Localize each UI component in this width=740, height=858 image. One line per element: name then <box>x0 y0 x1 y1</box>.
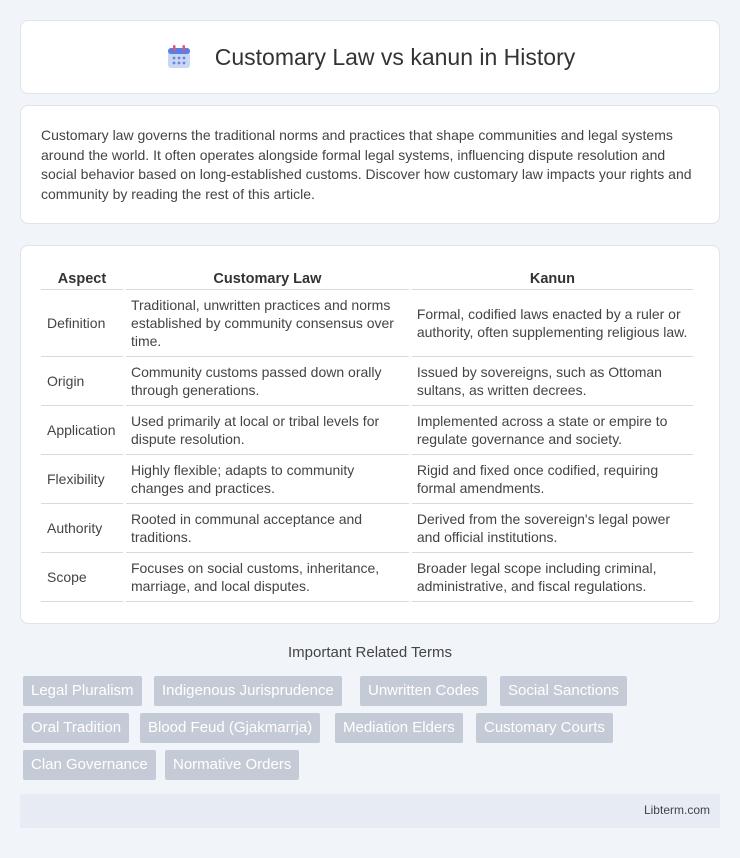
comparison-table-card <box>20 245 720 624</box>
table-row <box>41 406 693 455</box>
kanun-cell: Derived from the sovereign's legal power and official institutions. <box>412 504 693 553</box>
tag-customary-courts[interactable]: Customary Courts <box>476 713 613 743</box>
kanun-cell: Rigid and fixed once codified, requiring formal amendments. <box>412 455 693 504</box>
customary-law-cell: Highly flexible; adapts to community changes and practices. <box>126 455 409 504</box>
table-row <box>41 290 693 357</box>
customary-law-cell: Community customs passed down orally through generations. <box>126 357 409 406</box>
footer <box>20 794 720 828</box>
tag-unwritten-codes[interactable]: Unwritten Codes <box>360 676 487 706</box>
aspect-cell: Scope <box>41 553 123 602</box>
tag-oral-tradition[interactable]: Oral Tradition <box>23 713 129 743</box>
table-row <box>41 504 693 553</box>
tag-mediation-elders[interactable]: Mediation Elders <box>335 713 463 743</box>
tag-indigenous-jurisprudence[interactable]: Indigenous Jurisprudence <box>154 676 342 706</box>
table-header-row <box>41 266 693 290</box>
kanun-cell: Formal, codified laws enacted by a ruler or authority, often supplementing religious law. <box>412 290 693 357</box>
header-card <box>20 20 720 94</box>
customary-law-cell: Used primarily at local or tribal levels for dispute resolution. <box>126 406 409 455</box>
table-row <box>41 553 693 602</box>
table-row <box>41 455 693 504</box>
footer-brand[interactable]: Libterm.com <box>643 803 710 817</box>
aspect-cell: Origin <box>41 357 123 406</box>
header-aspect: Aspect <box>41 266 123 290</box>
tag-clan-governance[interactable]: Clan Governance <box>23 750 156 780</box>
tag-legal-pluralism[interactable]: Legal Pluralism <box>23 676 142 706</box>
kanun-cell: Implemented across a state or empire to regulate governance and society. <box>412 406 693 455</box>
kanun-cell: Broader legal scope including criminal, administrative, and fiscal regulations. <box>412 553 693 602</box>
tag-social-sanctions[interactable]: Social Sanctions <box>500 676 627 706</box>
aspect-cell: Application <box>41 406 123 455</box>
aspect-cell: Flexibility <box>41 455 123 504</box>
page-title: Customary Law vs kanun in History <box>214 43 576 70</box>
intro-text: Customary law governs the traditional norms and practices that shape communities and legal systems around the world. It often operates alongside formal legal systems, influencing dispute resolution and social behavior based on long-established customs. Discover how customary law impacts your rights and community by reading the rest of this article. <box>41 127 692 202</box>
aspect-cell: Authority <box>41 504 123 553</box>
customary-law-cell: Traditional, unwritten practices and norms established by community consensus over time. <box>126 290 409 357</box>
tag-normative-orders[interactable]: Normative Orders <box>165 750 299 780</box>
related-terms-title: Important Related Terms <box>288 644 452 661</box>
header-kanun: Kanun <box>412 266 693 290</box>
calendar-icon <box>165 43 193 71</box>
comparison-table <box>38 266 696 602</box>
table-row <box>41 357 693 406</box>
header-customary-law: Customary Law <box>126 266 409 290</box>
aspect-cell: Definition <box>41 290 123 357</box>
tag-blood-feud[interactable]: Blood Feud (Gjakmarrja) <box>140 713 320 743</box>
intro-card <box>20 105 720 224</box>
kanun-cell: Issued by sovereigns, such as Ottoman sultans, as written decrees. <box>412 357 693 406</box>
customary-law-cell: Focuses on social customs, inheritance, marriage, and local disputes. <box>126 553 409 602</box>
customary-law-cell: Rooted in communal acceptance and traditions. <box>126 504 409 553</box>
